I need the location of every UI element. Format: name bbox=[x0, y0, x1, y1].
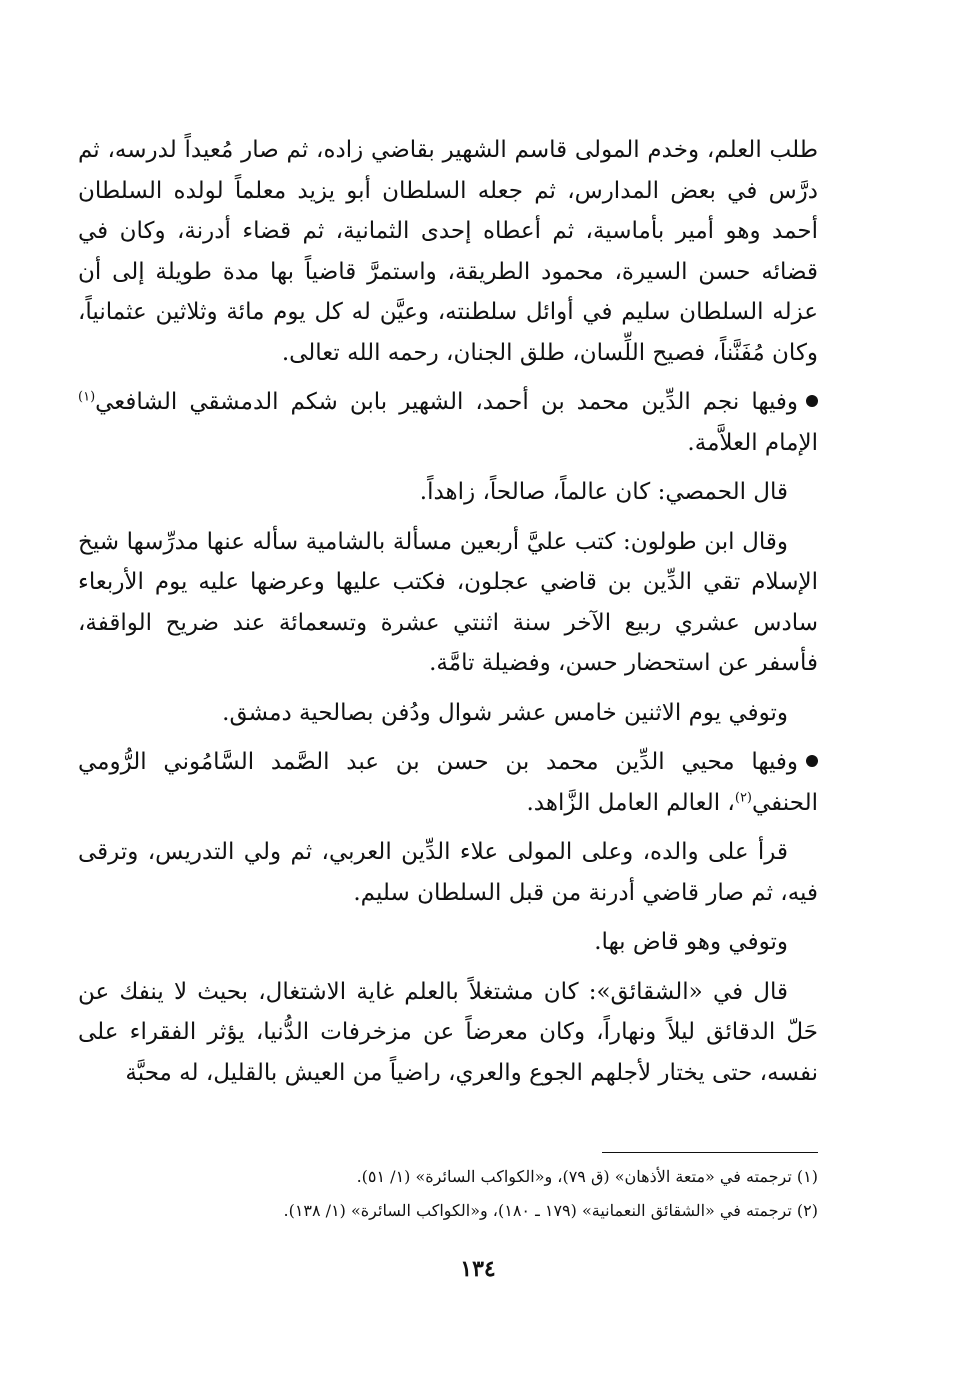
paragraph-text: وفيها محيي الدِّين محمد بن حسن بن عبد الصَّمد السَّامُوني الرُّومي الحنفي bbox=[78, 749, 818, 816]
paragraph-2-entry bbox=[78, 382, 818, 463]
footnote-2: (٢) ترجمته في «الشقائق النعمانية» (١٧٩ ـ ١٨٠)، و«الكواكب السائرة» (١/ ١٣٨). bbox=[283, 1201, 818, 1220]
bullet-icon bbox=[806, 395, 818, 407]
footnote-1: (١) ترجمته في «متعة الأذهان» (ق ٧٩)، و«الكواكب السائرة» (١/ ٥١). bbox=[356, 1167, 818, 1186]
bullet-icon bbox=[806, 755, 818, 767]
paragraph-3 bbox=[78, 472, 818, 513]
paragraph-text: طلب العلم، وخدم المولى قاسم الشهير بقاضي زاده، ثم صار مُعيداً لدرسه، ثم درَّس في بعض المدارس، ثم جعله السلطان أبو يزيد معلماً لولده السلطان أحمد وهو أمير بأماسية، ثم أعطاه إحدى الثمانية، ثم قضاء أدرنة، وكان في قضائه حسن السيرة، محمود الطريقة، واستمرَّ قاضياً بها مدة طويلة إلى أن عزله السلطان سليم في أوائل سلطنته، وعيَّن له كل يوم مائة وثلاثين عثمانياً، وكان مُفَنَّناً، فصيح اللِّسان، طلق الجنان، رحمه الله تعالى. bbox=[78, 137, 818, 366]
paragraph-7 bbox=[78, 832, 818, 913]
page-body bbox=[78, 130, 818, 1093]
paragraph-4 bbox=[78, 522, 818, 684]
paragraph-1 bbox=[78, 130, 818, 373]
paragraph-text: قال الحمصي: كان عالماً، صالحاً، زاهداً. bbox=[419, 479, 788, 505]
footnote-ref-1[interactable]: (١) bbox=[78, 389, 96, 405]
footnotes bbox=[78, 1160, 818, 1228]
paragraph-text: وتوفي وهو قاض بها. bbox=[594, 929, 788, 955]
paragraph-5 bbox=[78, 693, 818, 734]
paragraph-text: وتوفي يوم الاثنين خامس عشر شوال ودُفن بصالحية دمشق. bbox=[222, 699, 788, 726]
paragraph-text: قرأ على والده، وعلى المولى علاء الدِّين العربي، ثم ولي التدريس، وترقى فيه، ثم صار قاضي أدرنة من قبل السلطان سليم. bbox=[78, 839, 818, 906]
paragraph-text: وقال ابن طولون: كتب عليَّ أربعين مسألة بالشامية سأله عنها مدرِّسها شيخ الإسلام تقي الدِّين بن قاضي عجلون، فكتب عليها وعرضها عليه يوم الأربعاء سادس عشري ربيع الآخر سنة اثنتي عشرة وتسعمائة عند ضريح الواقفة، فأسفر عن استحضار حسن، وفضيلة تامَّة. bbox=[78, 528, 818, 676]
paragraph-text-after: الإمام العلاَّمة. bbox=[687, 429, 818, 456]
footnote-divider bbox=[602, 1152, 818, 1153]
paragraph-9 bbox=[78, 972, 818, 1094]
paragraph-text: قال في «الشقائق»: كان مشتغلاً بالعلم غاية الاشتغال، بحيث لا ينفك عن حَلّ الدقائق ليلاً ونهاراً، وكان معرضاً عن مزخرفات الدُّنيا، يؤثر الفقراء على نفسه، حتى يختار لأجلهم الجوع والعري، راضياً من العيش بالقليل، له محبَّة bbox=[78, 978, 818, 1086]
paragraph-text-after: ، العالم العامل الزَّاهد. bbox=[526, 789, 735, 816]
paragraph-8 bbox=[78, 922, 818, 963]
page-number: ١٣٤ bbox=[460, 1256, 496, 1282]
paragraph-text: وفيها نجم الدِّين محمد بن أحمد، الشهير بابن شكم الدمشقي الشافعي bbox=[95, 389, 798, 415]
paragraph-6-entry bbox=[78, 742, 818, 823]
footnote-ref-2[interactable]: (٢) bbox=[734, 789, 752, 805]
